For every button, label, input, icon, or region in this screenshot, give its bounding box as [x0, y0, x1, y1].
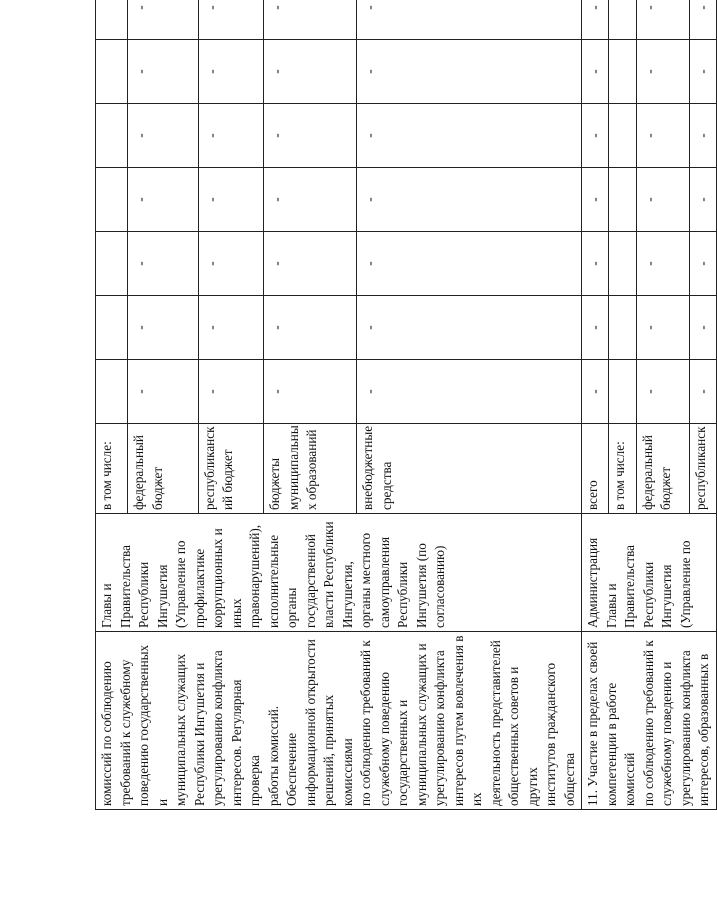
value-cell: - [198, 232, 263, 296]
value-cell: - [128, 232, 199, 296]
value-cell [96, 168, 128, 232]
value-cell: - [636, 104, 689, 168]
table-row [582, 0, 609, 810]
funding-source-cell: внебюджетные средства [357, 424, 582, 514]
value-cell: - [357, 232, 582, 296]
value-cell: - [636, 232, 689, 296]
value-cell: - [198, 0, 263, 40]
value-cell: - [689, 0, 716, 40]
funding-source-cell: федеральный бюджет [128, 424, 199, 514]
value-cell: - [264, 360, 357, 424]
value-cell: - [264, 296, 357, 360]
funding-source-cell: в том числе: [96, 424, 128, 514]
value-cell: - [128, 0, 199, 40]
executor-cell: Главы и Правительства Республики Ингушетия (Управление по профилактике коррупционных и иных правонарушений), исполнительные органы государственной власти Республики Ингушетия, органы местного самоуправления Республики Ингушетия (по согласованию) [96, 514, 582, 632]
executor-cell: Администрация Главы и Правительства Республики Ингушетия (Управление по [582, 514, 717, 632]
value-cell: - [582, 232, 609, 296]
value-cell [96, 232, 128, 296]
funding-source-cell: федеральный бюджет [636, 424, 689, 514]
value-cell: - [128, 168, 199, 232]
value-cell [96, 40, 128, 104]
value-cell: - [689, 104, 716, 168]
value-cell [609, 40, 636, 104]
value-cell [96, 296, 128, 360]
value-cell: - [264, 40, 357, 104]
value-cell: - [636, 168, 689, 232]
value-cell [96, 104, 128, 168]
value-cell: - [689, 296, 716, 360]
funding-source-cell: республиканск [689, 424, 716, 514]
value-cell [96, 0, 128, 40]
value-cell: - [636, 360, 689, 424]
value-cell: - [636, 296, 689, 360]
activity-description-cell: 11. Участие в пределах своей компетенции в работе комиссий по соблюдению требований к служебному поведению и урегулированию конфликта интересов, образованных в [582, 632, 717, 810]
value-cell: - [128, 104, 199, 168]
value-cell: - [689, 360, 716, 424]
value-cell [609, 168, 636, 232]
value-cell: - [357, 0, 582, 40]
value-cell: - [582, 168, 609, 232]
value-cell: - [582, 0, 609, 40]
value-cell: - [198, 40, 263, 104]
value-cell: - [357, 40, 582, 104]
value-cell: - [198, 104, 263, 168]
value-cell: - [264, 0, 357, 40]
value-cell: - [636, 40, 689, 104]
value-cell: - [264, 168, 357, 232]
value-cell: - [689, 40, 716, 104]
value-cell: - [198, 360, 263, 424]
value-cell: - [128, 296, 199, 360]
activity-description-cell: комиссий по соблюдению требований к служебному поведению государственных и муниципальных служащих Республики Ингушетия и урегулированию конфликта интересов. Регулярная проверка работы комиссий. Обеспечение информационной открытости решений, принятых комиссиями по соблюдению требований к служебному поведению государственных и муниципальных служащих и урегулированию конфликта интересов путем вовлечения в их деятельность представителей общественных советов и других институтов гражданского общества [96, 632, 582, 810]
value-cell [609, 360, 636, 424]
value-cell: - [582, 296, 609, 360]
funding-source-cell: в том числе: [609, 424, 636, 514]
value-cell: - [582, 40, 609, 104]
value-cell: - [264, 232, 357, 296]
program-table [95, 0, 717, 810]
value-cell: - [198, 168, 263, 232]
value-cell: - [128, 40, 199, 104]
value-cell: - [582, 360, 609, 424]
value-cell: - [128, 360, 199, 424]
value-cell: - [357, 360, 582, 424]
value-cell: - [689, 232, 716, 296]
value-cell: - [636, 0, 689, 40]
funding-source-cell: всего [582, 424, 609, 514]
value-cell: - [357, 296, 582, 360]
value-cell: - [357, 168, 582, 232]
value-cell [96, 360, 128, 424]
value-cell: - [689, 168, 716, 232]
value-cell [609, 104, 636, 168]
value-cell: - [357, 104, 582, 168]
funding-source-cell: бюджеты муниципальны х образований [264, 424, 357, 514]
value-cell: - [264, 104, 357, 168]
value-cell: - [582, 104, 609, 168]
value-cell [609, 232, 636, 296]
funding-source-cell: республиканск ий бюджет [198, 424, 263, 514]
value-cell: - [198, 296, 263, 360]
value-cell [609, 296, 636, 360]
table-row [96, 0, 128, 810]
value-cell [609, 0, 636, 40]
